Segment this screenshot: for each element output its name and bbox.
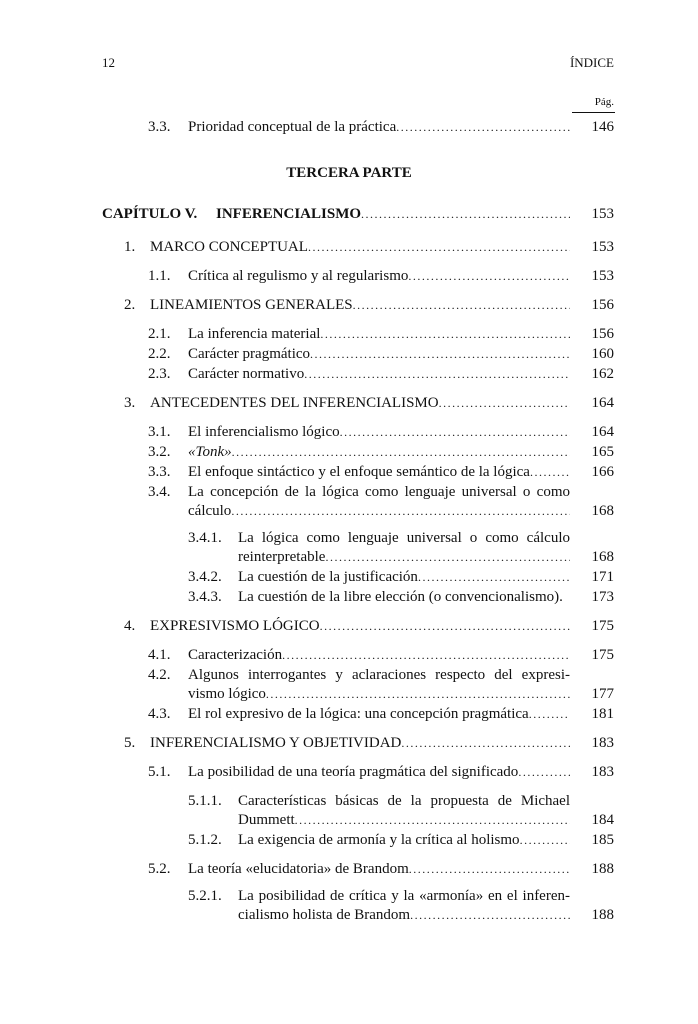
dot-leader [353, 296, 570, 315]
entry-number: 5.1. [148, 764, 171, 780]
entry-page: 156 [591, 326, 614, 342]
dot-leader [295, 811, 570, 830]
entry-title: INFERENCIALISMO [216, 206, 362, 222]
entry-page: 165 [591, 444, 614, 460]
entry-title: La inferencia material [188, 326, 321, 342]
entry-number: 3.4.3. [188, 589, 222, 605]
entry-title-line: La lógica como lenguaje universal o como cálculo [238, 530, 570, 546]
entry-number: 4. [124, 618, 136, 634]
entry-number: 5.1.2. [188, 832, 222, 848]
dot-leader [310, 345, 570, 364]
entry-title: La cuestión de la justificación [238, 569, 418, 585]
page-number: 12 [102, 55, 115, 70]
dot-leader [325, 548, 570, 567]
dot-leader [529, 705, 570, 724]
entry-title-line: Algunos interrogantes y aclaraciones respecto del expresi- [188, 667, 570, 683]
running-header: ÍNDICE [569, 55, 614, 70]
entry-title: «Tonk» [188, 444, 232, 460]
dot-leader [232, 443, 570, 462]
entry-title-line: vismo lógico [188, 686, 266, 702]
dot-leader [408, 267, 570, 286]
dot-leader [530, 463, 570, 482]
entry-number: 3.3. [148, 119, 171, 135]
dot-leader [320, 617, 570, 636]
entry-page: 146 [591, 119, 614, 135]
entry-number: 3.4.1. [188, 530, 222, 546]
entry-number: 5.1.1. [188, 793, 222, 809]
entry-page: 164 [591, 424, 614, 440]
entry-title: El enfoque sintáctico y el enfoque semántico de la lógica [188, 464, 530, 480]
dot-leader [418, 568, 570, 587]
entry-number: CAPÍTULO V. [102, 206, 198, 222]
entry-title: LINEAMIENTOS GENERALES [150, 297, 353, 313]
entry-page: 153 [591, 268, 614, 284]
entry-title: El inferencialismo lógico [188, 424, 340, 440]
entry-page: 177 [591, 686, 614, 702]
entry-page: 153 [591, 239, 614, 255]
entry-title-line: Dummett [238, 812, 295, 828]
entry-title-line: reinterpretable [238, 549, 326, 565]
entry-page: 153 [591, 206, 614, 222]
entry-title: ANTECEDENTES DEL INFERENCIALISMO [150, 395, 439, 411]
entry-page: 188 [591, 907, 614, 923]
entry-title: Carácter normativo [188, 366, 305, 382]
entry-page: 168 [591, 503, 614, 519]
entry-page: 162 [591, 366, 614, 382]
entry-page: 188 [591, 861, 614, 877]
entry-title: La cuestión de la libre elección (o convencionalismo). [238, 589, 563, 605]
entry-number: 3.4. [148, 484, 171, 500]
entry-page: 166 [591, 464, 614, 480]
entry-number: 3.1. [148, 424, 171, 440]
entry-title: Prioridad conceptual de la práctica [188, 119, 397, 135]
entry-page: 183 [591, 764, 614, 780]
dot-leader [320, 325, 570, 344]
entry-page: 160 [591, 346, 614, 362]
entry-title-line: Características básicas de la propuesta de Michael [238, 793, 570, 809]
dot-leader [520, 831, 570, 850]
entry-title: Caracterización [188, 647, 283, 663]
entry-title-line: La posibilidad de crítica y la «armonía» en el inferen- [238, 888, 570, 904]
entry-number: 3. [124, 395, 136, 411]
entry-number: 2.2. [148, 346, 171, 362]
entry-page: 171 [591, 569, 614, 585]
entry-title: La teoría «elucidatoria» de Brandom [188, 861, 409, 877]
dot-leader [518, 763, 570, 782]
entry-number: 4.3. [148, 706, 171, 722]
dot-leader [410, 906, 570, 925]
entry-number: 2. [124, 297, 136, 313]
dot-leader [401, 734, 570, 753]
entry-page: 173 [591, 589, 614, 605]
entry-number: 3.2. [148, 444, 171, 460]
dot-leader [282, 646, 570, 665]
entry-title: MARCO CONCEPTUAL [150, 239, 308, 255]
entry-page: 175 [591, 618, 614, 634]
entry-number: 5. [124, 735, 136, 751]
entry-page: 185 [591, 832, 614, 848]
entry-page: 181 [591, 706, 614, 722]
entry-number: 4.2. [148, 667, 171, 683]
entry-page: 164 [591, 395, 614, 411]
entry-number: 4.1. [148, 647, 171, 663]
dot-leader [361, 205, 570, 224]
page-column-rule [572, 112, 615, 113]
entry-number: 1.1. [148, 268, 171, 284]
dot-leader [396, 118, 570, 137]
entry-title-line: cialismo holista de Brandom [238, 907, 411, 923]
entry-number: 1. [124, 239, 136, 255]
entry-number: 2.3. [148, 366, 171, 382]
dot-leader [340, 423, 570, 442]
entry-page: 156 [591, 297, 614, 313]
part-title: TERCERA PARTE [286, 165, 412, 181]
page-column-label: Pág. [594, 96, 614, 108]
entry-title-line: La concepción de la lógica como lenguaje universal o como [188, 484, 570, 500]
entry-number: 2.1. [148, 326, 171, 342]
dot-leader [231, 502, 570, 521]
entry-title: EXPRESIVISMO LÓGICO [150, 618, 320, 634]
entry-page: 184 [591, 812, 614, 828]
entry-number: 5.2. [148, 861, 171, 877]
dot-leader [308, 238, 570, 257]
entry-page: 175 [591, 647, 614, 663]
entry-title: Carácter pragmático [188, 346, 311, 362]
entry-page: 183 [591, 735, 614, 751]
entry-number: 3.4.2. [188, 569, 222, 585]
entry-page: 168 [591, 549, 614, 565]
entry-title: INFERENCIALISMO Y OBJETIVIDAD [150, 735, 402, 751]
dot-leader [409, 860, 570, 879]
entry-number: 5.2.1. [188, 888, 222, 904]
dot-leader [266, 685, 570, 704]
entry-title: La exigencia de armonía y la crítica al holismo [238, 832, 520, 848]
entry-title: La posibilidad de una teoría pragmática del significado [188, 764, 519, 780]
entry-title: El rol expresivo de la lógica: una concepción pragmática [188, 706, 529, 722]
entry-title: Crítica al regulismo y al regularismo [188, 268, 409, 284]
entry-title-line: cálculo [188, 503, 232, 519]
entry-number: 3.3. [148, 464, 171, 480]
dot-leader [304, 365, 570, 384]
dot-leader [439, 394, 570, 413]
